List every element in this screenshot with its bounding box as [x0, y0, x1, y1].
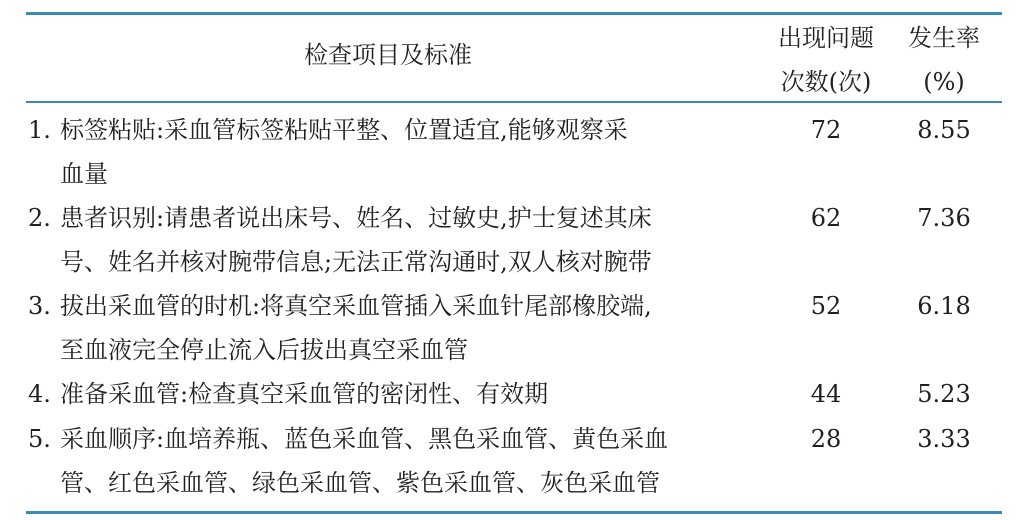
- row-text-line1: 准备采血管:检查真空采血管的密闭性、有效期: [60, 380, 549, 408]
- header-rate-line1: 发生率: [908, 24, 980, 52]
- header-item: 检查项目及标准: [304, 41, 472, 69]
- row-text-line2: 号、姓名并核对腕带信息;无法正常沟通时,双人核对腕带: [60, 248, 652, 276]
- row-count: 52: [810, 292, 842, 320]
- table-header-rule: [26, 101, 1002, 103]
- row-count: 72: [810, 116, 842, 144]
- row-number: 1.: [28, 116, 51, 144]
- row-rate: 3.33: [917, 425, 971, 453]
- row-count: 44: [810, 380, 842, 408]
- row-number: 2.: [28, 204, 51, 232]
- row-text-line1: 采血顺序:血培养瓶、蓝色采血管、黑色采血管、黄色采血: [60, 425, 669, 453]
- row-text-line2: 血量: [60, 160, 108, 188]
- header-count: [764, 16, 888, 104]
- row-rate: 7.36: [917, 204, 971, 232]
- row-text-line1: 患者识别:请患者说出床号、姓名、过敏史,护士复述其床: [60, 204, 652, 232]
- header-rate-line2: (%): [923, 68, 965, 96]
- row-text-line1: 标签粘贴:采血管标签粘贴平整、位置适宜,能够观察采: [60, 116, 628, 144]
- header-count-line1: 出现问题: [778, 24, 874, 52]
- table-row: [28, 417, 758, 505]
- row-count: 28: [810, 425, 842, 453]
- header-rate: [896, 16, 992, 104]
- row-rate: 6.18: [917, 292, 971, 320]
- header-count-line2: 次数(次): [780, 68, 872, 96]
- table-row: [28, 196, 758, 284]
- row-text-line1: 拔出采血管的时机:将真空采血管插入采血针尾部橡胶端,: [60, 292, 652, 320]
- row-text-line2: 至血液完全停止流入后拔出真空采血管: [60, 336, 468, 364]
- row-rate: 8.55: [917, 116, 971, 144]
- table-row: [28, 284, 758, 372]
- row-number: 3.: [28, 292, 51, 320]
- table-row: [28, 372, 758, 416]
- table-top-rule: [26, 12, 1002, 15]
- row-number: 5.: [28, 425, 51, 453]
- row-text-line2: 管、红色采血管、绿色采血管、紫色采血管、灰色采血管: [60, 469, 660, 497]
- table-bottom-rule: [26, 511, 1002, 514]
- row-rate: 5.23: [917, 380, 971, 408]
- table-row: [28, 108, 758, 196]
- row-count: 62: [810, 204, 842, 232]
- row-number: 4.: [28, 380, 51, 408]
